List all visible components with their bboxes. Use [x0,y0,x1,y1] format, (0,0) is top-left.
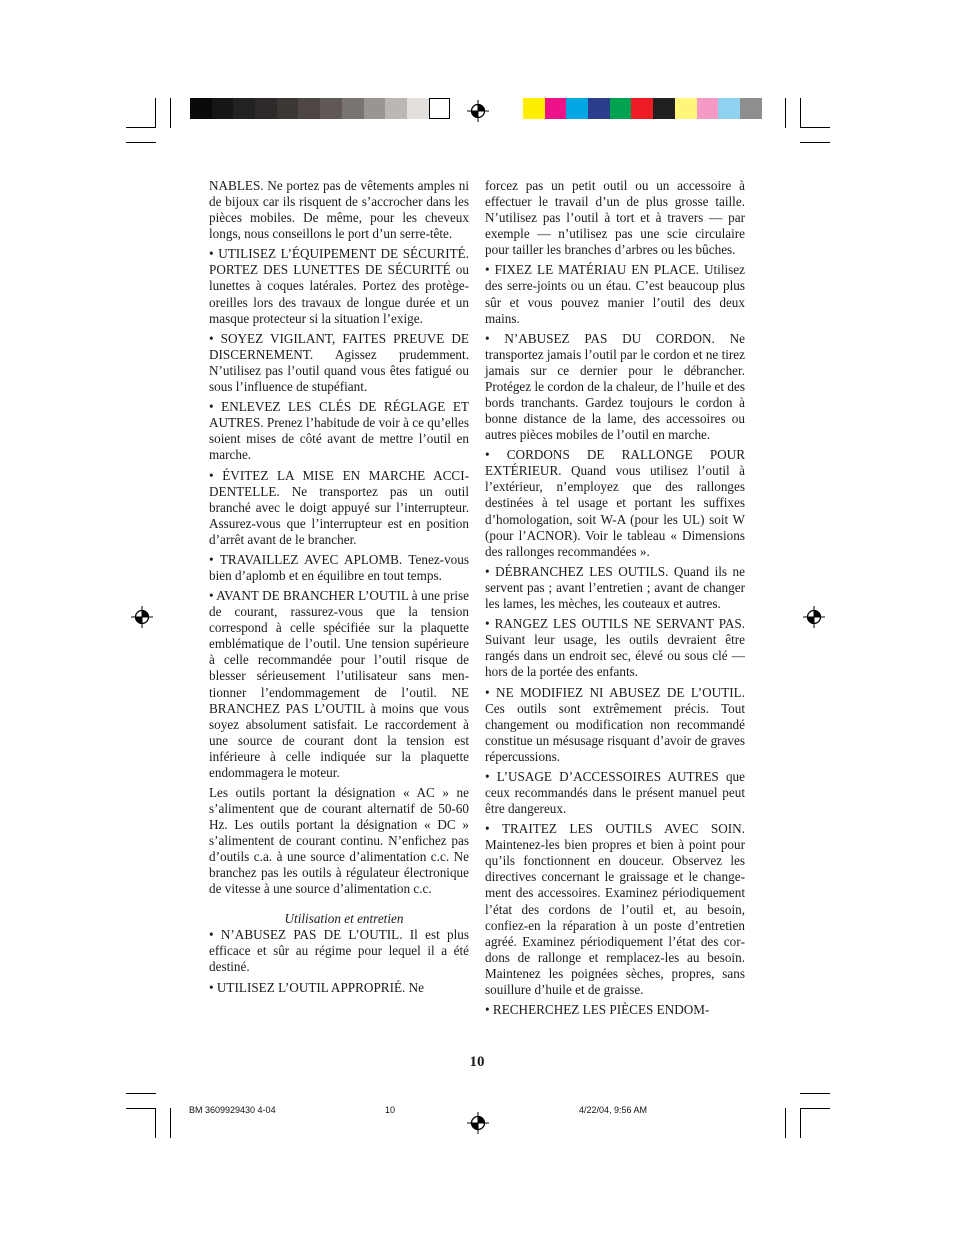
color-swatch [233,98,255,119]
paragraph: • N’ABUSEZ PAS DE L’OUTIL. Il est plus efficace et sûr au régime pour lequel il a été destiné. [209,927,469,975]
color-swatch [429,98,451,119]
color-swatch [277,98,299,119]
paragraph: • RECHERCHEZ LES PIÈCES ENDOM- [485,1001,710,1017]
grayscale-color-bar [190,98,450,119]
color-swatch [675,98,697,119]
footer-file-name: BM 3609929430 4-04 [189,1105,276,1115]
color-swatch [610,98,632,119]
paragraph: Les outils portant la désignation « AC » ne s’alimentent que de courant alternatif de 50-60 Hz. Les outils portant la désignation « DC » s’alimentent de courant continu. N’enfichez pas d’outils c.a. à une source d’alimentation c.c. Ne branchez pas les outils à régulateur électronique de vitesse à une source d’alimentation c.c. [209,785,469,897]
paragraph: • UTILISEZ L’OUTIL APPROPRIÉ. Ne [209,979,424,995]
color-swatch [718,98,740,119]
crop-mark [170,1108,171,1138]
section-subheading: Utilisation et entretien [284,911,404,927]
crop-mark [126,1108,156,1109]
footer-page: 10 [385,1105,396,1115]
paragraph: • AVANT DE BRANCHER L’OUTIL à une prise de courant, rassurez-vous que la tension correspond à celle spécifiée sur la plaquette emblématique de l’outil. Une tension supérieure à celle recommandée pour l’outil risque de blesser sérieusement l’utilisateur sans mentionner l’endommagement de l’outil. NE BRANCHEZ PAS L’OUTIL à moins que vous soyez absolument satisfait. Le raccordement à une source de courant dont la tension est inférieure à celle indiquée sur la plaquette endommagera le moteur. [209,588,469,780]
crop-mark [800,127,830,128]
registration-mark-icon [467,1112,489,1134]
paragraph: • UTILISEZ L’ÉQUIPEMENT DE SÉCURITÉ. PORTEZ DES LUNETTES DE SÉCURITÉ ou lunettes à coques latérales. Portez des protège-oreilles lors des travaux de longue durée et un masque protecteur si la situation l’exige. [209,246,469,326]
color-swatch [298,98,320,119]
paragraph: NABLES. Ne portez pas de vêtements amples ni de bijoux car ils risquent de s’accrocher dans les pièces mobiles. De même, pour les cheveux longs, nous conseillons le port d’un serre-tête. [209,178,469,242]
right-text-column [485,178,745,1022]
crop-mark [785,98,786,128]
color-swatch [364,98,386,119]
paragraph: • CORDONS DE RALLONGE POUR EXTÉRIEUR. Quand vous utilisez l’outil à l’extérieur, n’employez que des rallonges destinées à tel usage et portant les suffixes d’homologation, soit W-A (pour les UL) soit W (pour l’ACNOR). Voir le tableau « Dimensions des rallonges recommandées ». [485,447,745,559]
color-swatch [342,98,364,119]
crop-mark [170,98,171,128]
paragraph: • RANGEZ LES OUTILS NE SERVANT PAS. Suivant leur usage, les outils devraient être rangés dans un endroit sec, élevé ou sous clé — hors de la portée des enfants. [485,616,745,680]
color-swatch [385,98,407,119]
paragraph: • NE MODIFIEZ NI ABUSEZ DE L’OUTIL. Ces outils sont extrêmement précis. Tout changement ou modification non recommandé constitue un mésusage risquant d’avoir de graves répercussions. [485,684,745,764]
color-swatch [631,98,653,119]
color-swatch [320,98,342,119]
crop-mark [800,1093,830,1094]
color-swatch [653,98,675,119]
paragraph: • SOYEZ VIGILANT, FAITES PREUVE DE DISCERNEMENT. Agissez prudemment. N’utilisez pas l’outil quand vous êtes fatigué ou sous l’influence de stupéfiant. [209,330,469,394]
crop-mark [800,1108,801,1138]
paragraph: • TRAVAILLEZ AVEC APLOMB. Tenez-vous bien d’aplomb et en équilibre en tout temps. [209,551,469,584]
color-swatch [740,98,762,119]
color-swatch [407,98,429,119]
registration-mark-icon [467,100,489,122]
crop-mark [126,1093,156,1094]
color-swatch [190,98,212,119]
left-text-column [209,178,469,1000]
crop-mark [800,98,801,128]
color-swatch [566,98,588,119]
page-number: 10 [469,1054,485,1070]
process-color-bar [523,98,762,119]
paragraph: • FIXEZ LE MATÉRIAU EN PLACE. Utilisez des serre-joints ou un étau. C’est beaucoup plus sûr et vous pouvez manier l’outil des deux mains. [485,262,745,326]
paragraph: • L’USAGE D’ACCESSOIRES AUTRES que ceux recommandés dans le présent manuel peut être dangereux. [485,768,745,817]
paragraph: • ÉVITEZ LA MISE EN MARCHE ACCIDENTELLE. Ne transportez pas un outil branché avec le doigt appuyé sur l’interrupteur. Assurez-vous que l’interrupteur est en position d’arrêt avant de le brancher. [209,467,469,547]
crop-mark [155,1108,156,1138]
crop-mark [785,1108,786,1138]
paragraph: forcez pas un petit outil ou un accessoire à effectuer le travail d’un de plus grosse taille. N’utilisez pas l’outil à tort et à travers — par exemple — n’utilisez pas une scie circulaire pour tailler les branches d’arbres ou les bûches. [485,178,745,258]
color-swatch [255,98,277,119]
crop-mark [800,1108,830,1109]
color-swatch [212,98,234,119]
registration-mark-icon [131,606,153,628]
crop-mark [126,142,156,143]
crop-mark [800,142,830,143]
crop-mark [126,127,156,128]
color-swatch [588,98,610,119]
paragraph: • TRAITEZ LES OUTILS AVEC SOIN. Maintenez-les bien propres et bien à point pour qu’ils fonctionnent en douceur. Observez les directives concernant le graissage et le changement des accessoires. Examinez périodiquement l’état des cordons de l’outil et, au besoin, confiez-en la réparation à un poste d’entretien agréé. Examinez périodiquement l’état des cordons de rallonge et remplacez-les au besoin. Maintenez les poignées sèches, propres, sans souillure d’huile et de graisse. [485,821,745,997]
color-swatch [545,98,567,119]
color-swatch [523,98,545,119]
crop-mark [155,98,156,128]
paragraph: • ENLEVEZ LES CLÉS DE RÉGLAGE ET AUTRES. Prenez l’habitude de voir à ce qu’elles soient mises de côté avant de mettre l’outil en marche. [209,399,470,463]
paragraph: • N’ABUSEZ PAS DU CORDON. Ne transportez jamais l’outil par le cordon et ne tirez jamais sur ce dernier pour le débrancher. Protégez le cordon de la chaleur, de l’huile et des bords tranchants. Gardez toujours le cordon à bonne distance de la lame, des accessoires ou autres pièces mobiles de l’outil en marche. [485,330,745,443]
registration-mark-icon [803,606,825,628]
footer-timestamp: 4/22/04, 9:56 AM [579,1105,648,1115]
color-swatch [697,98,719,119]
paragraph: • DÉBRANCHEZ LES OUTILS. Quand ils ne servent pas ; avant l’entretien ; avant de changer les lames, les mèches, les couteaux et autres. [485,563,745,611]
